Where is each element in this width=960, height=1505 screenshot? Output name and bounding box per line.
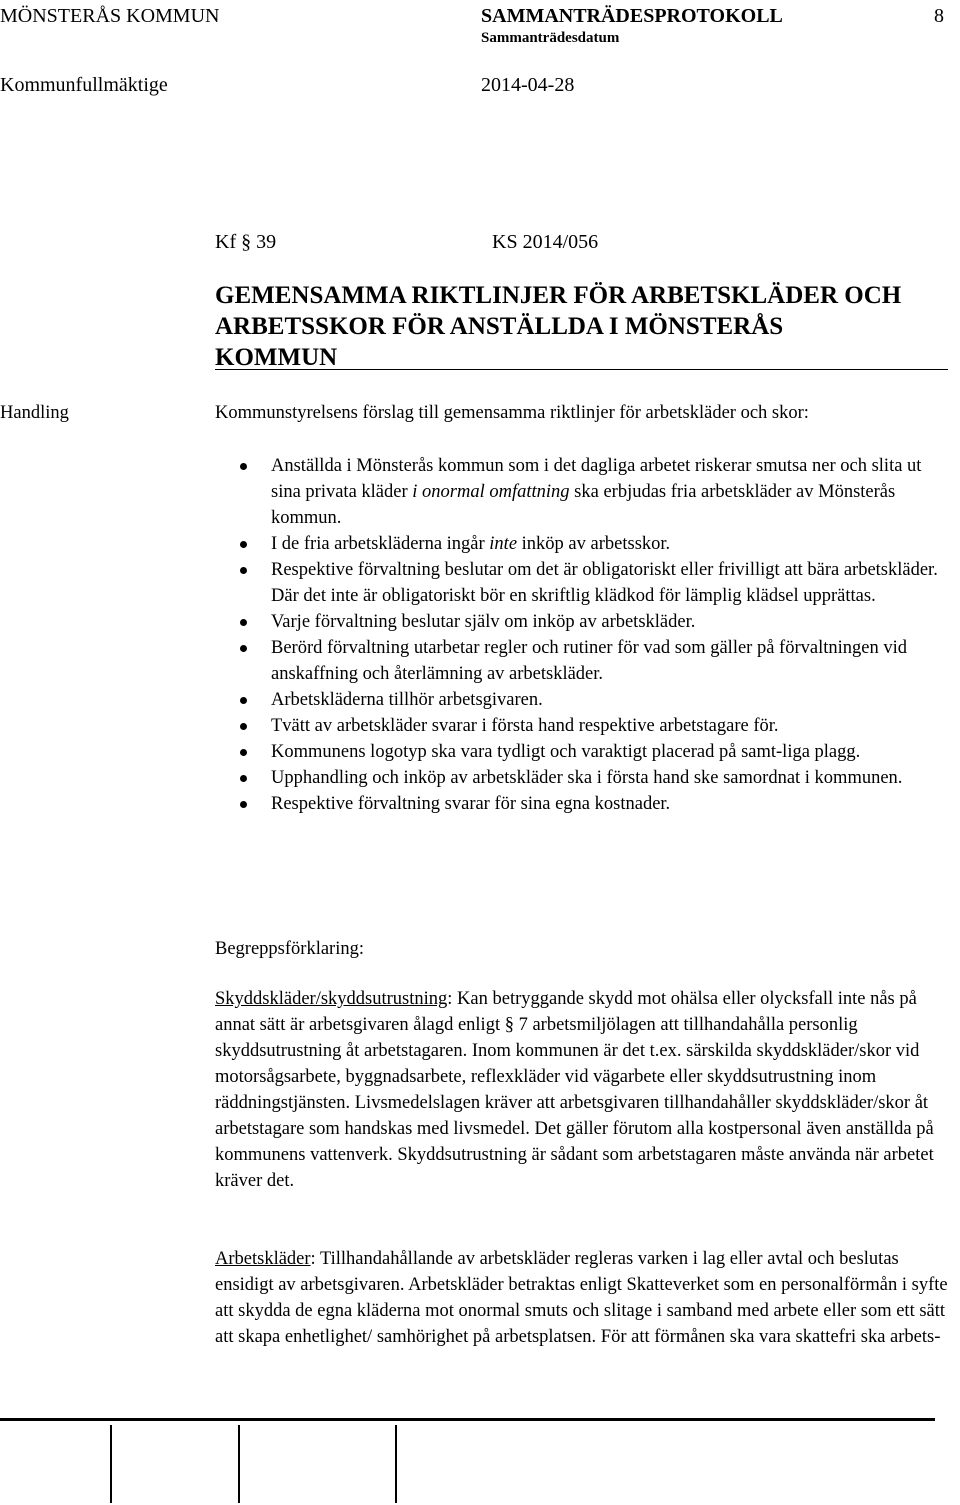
guideline-list — [240, 453, 952, 817]
list-item — [240, 453, 952, 531]
definition-term: Skyddskläder/skyddsutrustning — [215, 989, 448, 1009]
footer-rule — [0, 1418, 935, 1421]
handling-text: Kommunstyrelsens förslag till gemensamma riktlinjer för arbetskläder och skor: — [215, 403, 809, 423]
definition-work-clothes — [215, 1246, 955, 1350]
signature-box-divider — [395, 1425, 397, 1503]
case-title-line-2: ARBETSSKOR FÖR ANSTÄLLDA I MÖNSTERÅS — [215, 313, 784, 340]
signature-box-divider — [110, 1425, 112, 1503]
list-item — [240, 531, 952, 557]
meeting-date-label: Sammanträdesdatum — [481, 30, 620, 46]
bullet-emphasis: inte — [489, 534, 518, 554]
definition-term: Arbetskläder — [215, 1249, 311, 1269]
list-item: Kommunens logotyp ska vara tydligt och varaktigt placerad på samt-liga plagg. — [240, 739, 952, 765]
list-item: Upphandling och inköp av arbetskläder ska i första hand ske samordnat i kommunen. — [240, 765, 952, 791]
protocol-title: SAMMANTRÄDESPROTOKOLL — [481, 5, 783, 27]
meeting-date: 2014-04-28 — [481, 74, 575, 96]
definitions-heading: Begreppsförklaring: — [215, 939, 364, 959]
page-number: 8 — [934, 5, 944, 27]
list-item: Respektive förvaltning svarar för sina egna kostnader. — [240, 791, 952, 817]
list-item: Varje förvaltning beslutar själv om inköp av arbetskläder. — [240, 609, 952, 635]
case-title-line-1: GEMENSAMMA RIKTLINJER FÖR ARBETSKLÄDER OCH — [215, 282, 902, 309]
meeting-body: Kommunfullmäktige — [0, 74, 168, 96]
handling-label: Handling — [0, 403, 69, 423]
definition-protective-clothing — [215, 986, 955, 1194]
list-item: Tvätt av arbetskläder svarar i första hand respektive arbetstagare för. — [240, 713, 952, 739]
municipality-name: MÖNSTERÅS KOMMUN — [0, 5, 220, 27]
title-underline — [215, 369, 948, 370]
list-item: Respektive förvaltning beslutar om det är obligatoriskt eller frivilligt att bära arbetskläder. Där det inte är obligatoriskt bör en skriftlig klädkod för lämplig klädsel upprättas. — [240, 557, 952, 609]
signature-box-divider — [238, 1425, 240, 1503]
bullet-text: inköp av arbetsskor. — [517, 534, 671, 554]
bullet-text: I de fria arbetskläderna ingår — [271, 534, 490, 554]
case-title-line-3: KOMMUN — [215, 344, 338, 371]
definition-text: : Kan betryggande skydd mot ohälsa eller olycksfall inte nås på annat sätt är arbetsgivaren ålagd enligt § 7 arbetsmiljölagen att tillhandahålla personlig skyddsutrustning åt arbetstagaren. Inom kommunen är det t.ex. särskilda skyddskläder/skor vid motorsågsarbete, byggnadsarbete, reflexkläder vid vägarbete eller skyddsutrustning inom räddningstjänsten. Livsmedelslagen kräver att arbetsgivaren tillhandahåller skyddskläder/skor åt arbetstagare som handskas med livsmedel. Det gäller förutom alla kostpersonal även anställda på kommunens vattenverk. Skyddsutrustning är sådant som arbetstagaren måste använda när arbetet kräver det. — [215, 989, 934, 1191]
list-item: Berörd förvaltning utarbetar regler och rutiner för vad som gäller på förvaltningen vid anskaffning och återlämning av arbetskläder. — [240, 635, 952, 687]
case-reference: KS 2014/056 — [492, 231, 599, 253]
bullet-text: Anställda i Mönsterås kommun som i det dagliga arbetet riskerar smutsa ner och slita ut sina privata kläder — [271, 456, 922, 502]
bullet-text: ska erbjudas fria arbetskläder av Mönsterås kommun. — [271, 482, 896, 528]
bullet-emphasis: i onormal omfattning — [412, 482, 570, 502]
section-number: Kf § 39 — [215, 231, 277, 253]
case-title — [215, 280, 955, 373]
list-item: Arbetskläderna tillhör arbetsgivaren. — [240, 687, 952, 713]
definition-text: : Tillhandahållande av arbetskläder regleras varken i lag eller avtal och beslutas ensidigt av arbetsgivaren. Arbetskläder betraktas enligt Skatteverket som en personalförmån i syfte att skydda de egna kläderna mot onormal smuts och slitage i samband med arbete eller som ett sätt att skapa enhetlighet/ samhörighet på arbetsplatsen. För att förmånen ska vara skattefri ska arbets- — [215, 1249, 948, 1347]
